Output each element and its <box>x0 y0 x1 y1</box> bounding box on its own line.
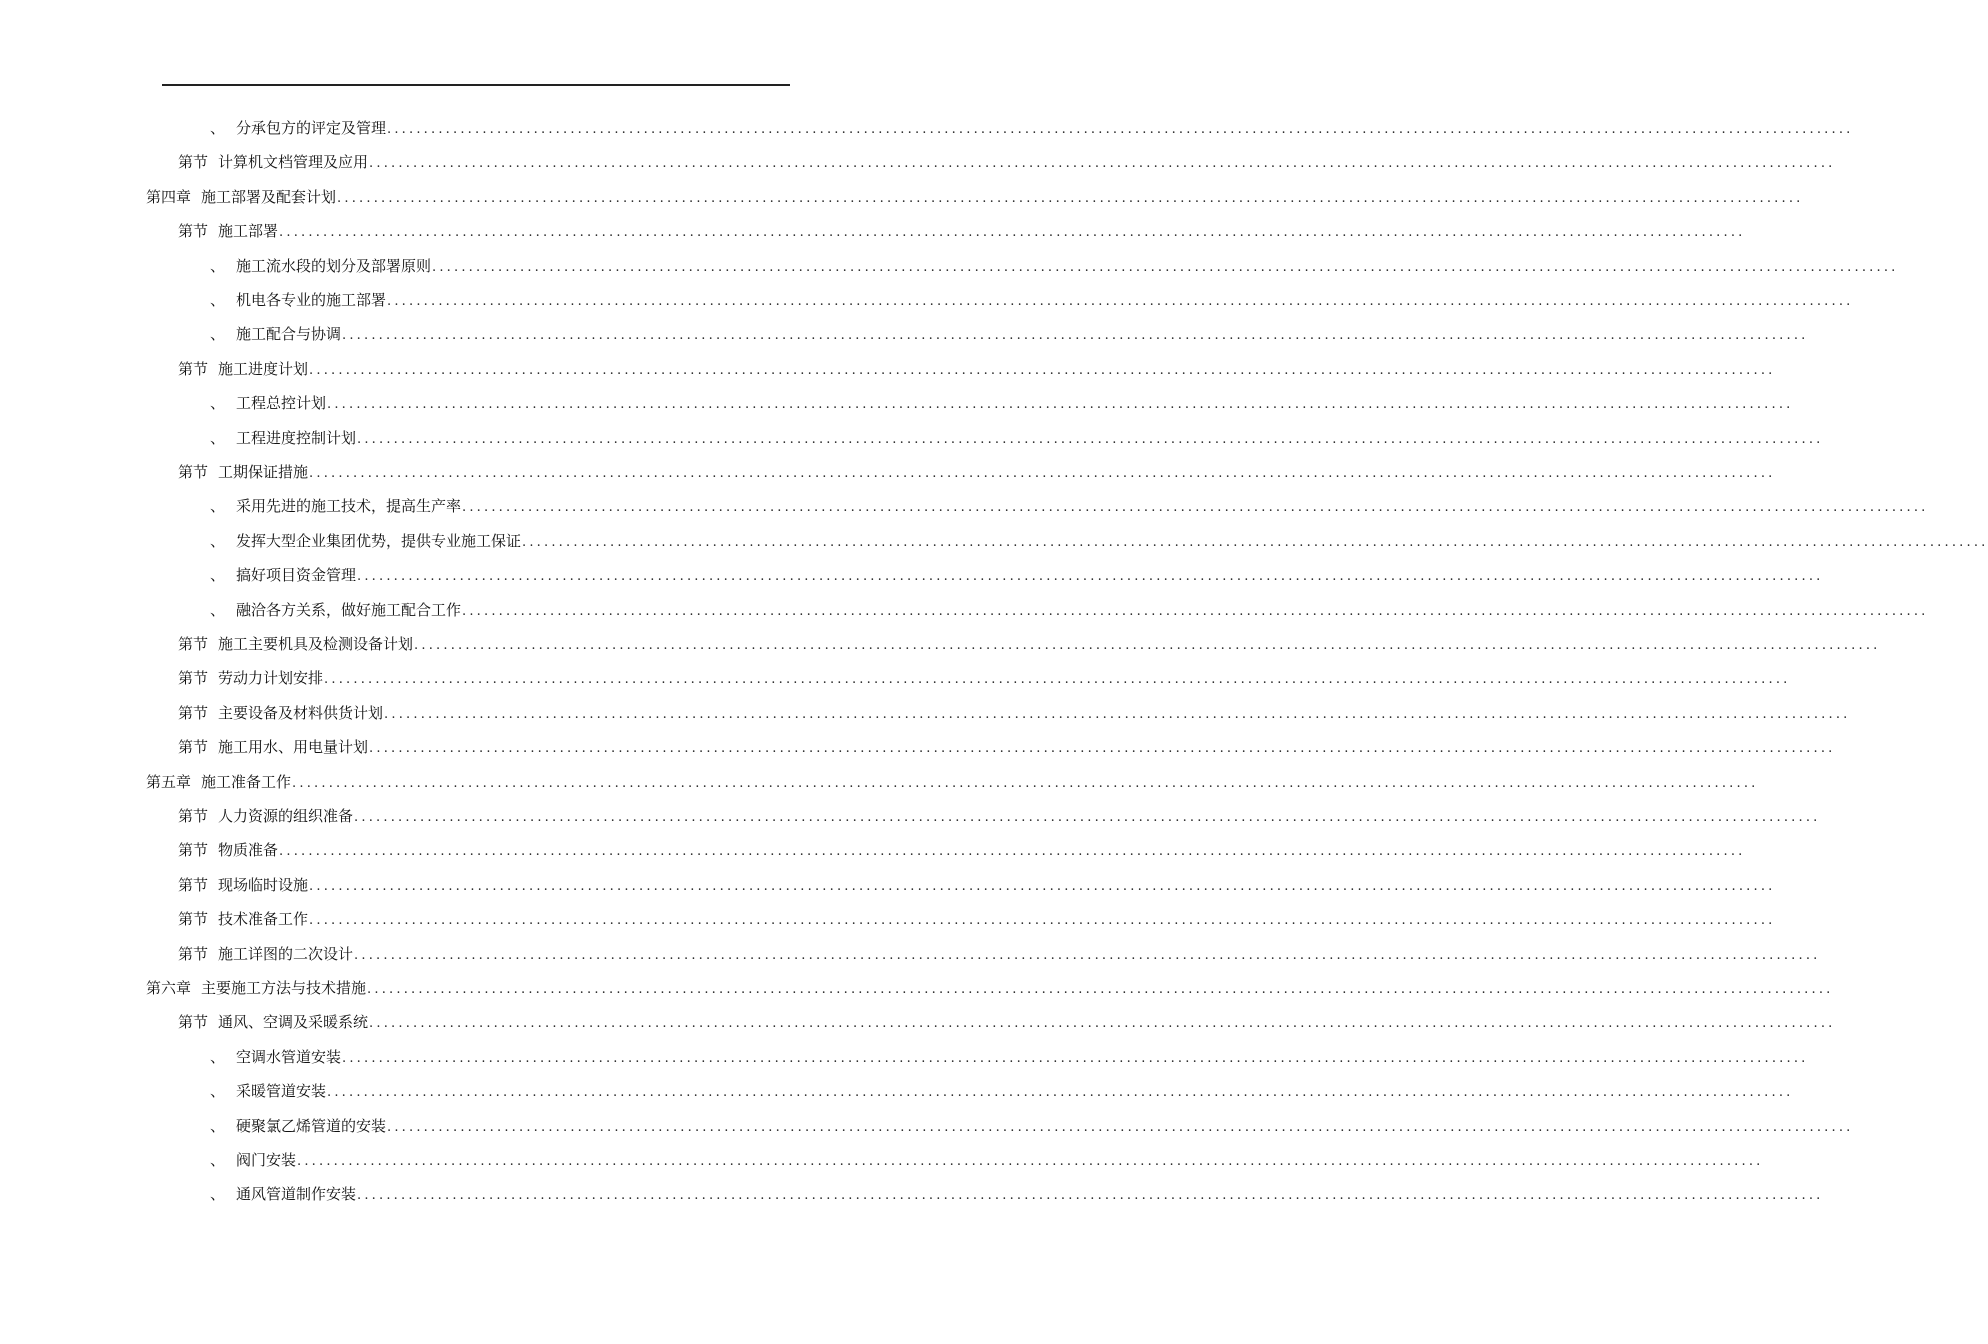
toc-entry-number: 第节 <box>178 910 209 928</box>
toc-section-entry[interactable] <box>178 701 1851 725</box>
toc-entry-title: 主要施工方法与技术措施 <box>201 979 367 997</box>
toc-section-entry[interactable] <box>178 150 1836 174</box>
toc-entry-title: 劳动力计划安排 <box>218 669 324 687</box>
toc-dot-leader: ........................................................................................................................................................................................................ <box>462 604 1929 619</box>
toc-entry-number: 第五章 <box>146 773 192 791</box>
toc-chapter-entry[interactable] <box>146 770 1759 794</box>
toc-entry-title: 工期保证措施 <box>218 463 309 481</box>
toc-dot-leader: ........................................................................................................................................................................................................ <box>367 982 1834 997</box>
toc-entry-number: 第节 <box>178 876 209 894</box>
toc-section-entry[interactable] <box>178 735 1836 759</box>
toc-dot-leader: ........................................................................................................................................................................................................ <box>384 707 1851 722</box>
toc-entry-title: 硬聚氯乙烯管道的安装 <box>236 1117 387 1135</box>
toc-entry-title: 机电各专业的施工部署 <box>236 291 387 309</box>
toc-entry-number: 第节 <box>178 738 209 756</box>
toc-entry-title: 采用先进的施工技术，提高生产率 <box>236 497 462 515</box>
toc-entry-title: 工程总控计划 <box>236 394 327 412</box>
toc-section-entry[interactable] <box>178 942 1821 966</box>
toc-dot-leader: ........................................................................................................................................................................................................ <box>337 191 1804 206</box>
toc-entry-title: 施工进度计划 <box>218 360 309 378</box>
toc-dot-leader: ........................................................................................................................................................................................................ <box>357 1188 1824 1203</box>
toc-dot-leader: ........................................................................................................................................................................................................ <box>462 500 1929 515</box>
toc-entry-number: 第节 <box>178 635 209 653</box>
toc-subsection-entry[interactable] <box>210 254 1899 278</box>
toc-entry-title: 施工配合与协调 <box>236 325 342 343</box>
toc-subsection-entry[interactable] <box>210 1148 1764 1172</box>
toc-dot-leader: ........................................................................................................................................................................................................ <box>369 1016 1836 1031</box>
toc-entry-title: 施工准备工作 <box>201 773 292 791</box>
toc-section-entry[interactable] <box>178 219 1746 243</box>
toc-entry-title: 融洽各方关系，做好施工配合工作 <box>236 601 462 619</box>
toc-entry-number: 、 <box>210 257 226 275</box>
toc-subsection-entry[interactable] <box>210 391 1794 415</box>
toc-section-entry[interactable] <box>178 804 1821 828</box>
toc-subsection-entry[interactable] <box>210 1079 1794 1103</box>
toc-entry-number: 第节 <box>178 222 209 240</box>
toc-subsection-entry[interactable] <box>210 1114 1854 1138</box>
toc-dot-leader: ........................................................................................................................................................................................................ <box>279 844 1746 859</box>
toc-entry-number: 第节 <box>178 153 209 171</box>
toc-subsection-entry[interactable] <box>210 563 1824 587</box>
toc-chapter-entry[interactable] <box>146 976 1834 1000</box>
toc-entry-number: 第节 <box>178 807 209 825</box>
toc-entry-title: 施工部署 <box>218 222 279 240</box>
toc-entry-title: 发挥大型企业集团优势，提供专业施工保证 <box>236 532 522 550</box>
toc-subsection-entry[interactable] <box>210 116 1854 140</box>
toc-section-entry[interactable] <box>178 907 1776 931</box>
toc-dot-leader: ........................................................................................................................................................................................................ <box>522 535 1988 550</box>
toc-entry-number: 第节 <box>178 669 209 687</box>
toc-entry-title: 采暖管道安装 <box>236 1082 327 1100</box>
toc-dot-leader: ........................................................................................................................................................................................................ <box>387 122 1854 137</box>
toc-dot-leader: ........................................................................................................................................................................................................ <box>354 948 1821 963</box>
toc-entry-title: 施工流水段的划分及部署原则 <box>236 257 432 275</box>
toc-entry-title: 施工详图的二次设计 <box>218 945 354 963</box>
toc-entry-title: 人力资源的组织准备 <box>218 807 354 825</box>
toc-section-entry[interactable] <box>178 666 1791 690</box>
toc-dot-leader: ........................................................................................................................................................................................................ <box>387 1120 1854 1135</box>
toc-entry-number: 、 <box>210 429 226 447</box>
toc-subsection-entry[interactable] <box>210 494 1929 518</box>
toc-entry-number: 第节 <box>178 841 209 859</box>
header-rule <box>162 84 790 86</box>
toc-subsection-entry[interactable] <box>210 529 1988 553</box>
toc-dot-leader: ........................................................................................................................................................................................................ <box>369 156 1836 171</box>
toc-entry-number: 、 <box>210 291 226 309</box>
toc-entry-number: 第节 <box>178 704 209 722</box>
toc-entry-title: 通风、空调及采暖系统 <box>218 1013 369 1031</box>
toc-dot-leader: ........................................................................................................................................................................................................ <box>342 328 1809 343</box>
toc-dot-leader: ........................................................................................................................................................................................................ <box>354 810 1821 825</box>
toc-entry-number: 、 <box>210 1082 226 1100</box>
toc-entry-title: 阀门安装 <box>236 1151 297 1169</box>
toc-dot-leader: ........................................................................................................................................................................................................ <box>309 466 1776 481</box>
toc-entry-title: 施工部署及配套计划 <box>201 188 337 206</box>
toc-entry-number: 、 <box>210 394 226 412</box>
toc-dot-leader: ........................................................................................................................................................................................................ <box>309 913 1776 928</box>
toc-entry-number: 第节 <box>178 463 209 481</box>
toc-entry-title: 空调水管道安装 <box>236 1048 342 1066</box>
toc-section-entry[interactable] <box>178 632 1881 656</box>
toc-section-entry[interactable] <box>178 357 1776 381</box>
toc-entry-number: 、 <box>210 566 226 584</box>
toc-entry-number: 、 <box>210 1048 226 1066</box>
toc-entry-number: 、 <box>210 601 226 619</box>
toc-subsection-entry[interactable] <box>210 1182 1824 1206</box>
toc-dot-leader: ........................................................................................................................................................................................................ <box>327 1085 1794 1100</box>
toc-dot-leader: ........................................................................................................................................................................................................ <box>327 397 1794 412</box>
toc-dot-leader: ........................................................................................................................................................................................................ <box>357 432 1824 447</box>
toc-section-entry[interactable] <box>178 838 1746 862</box>
toc-entry-title: 物质准备 <box>218 841 279 859</box>
toc-dot-leader: ........................................................................................................................................................................................................ <box>369 741 1836 756</box>
toc-entry-title: 搞好项目资金管理 <box>236 566 357 584</box>
toc-entry-title: 施工主要机具及检测设备计划 <box>218 635 414 653</box>
toc-chapter-entry[interactable] <box>146 185 1804 209</box>
toc-entry-number: 、 <box>210 119 226 137</box>
toc-entry-title: 现场临时设施 <box>218 876 309 894</box>
toc-entry-number: 第节 <box>178 1013 209 1031</box>
toc-entry-number: 第节 <box>178 360 209 378</box>
toc-dot-leader: ........................................................................................................................................................................................................ <box>324 672 1791 687</box>
toc-subsection-entry[interactable] <box>210 1045 1809 1069</box>
toc-entry-title: 分承包方的评定及管理 <box>236 119 387 137</box>
toc-section-entry[interactable] <box>178 1010 1836 1034</box>
toc-dot-leader: ........................................................................................................................................................................................................ <box>387 294 1854 309</box>
toc-entry-number: 、 <box>210 1185 226 1203</box>
toc-dot-leader: ........................................................................................................................................................................................................ <box>432 260 1899 275</box>
toc-subsection-entry[interactable] <box>210 322 1809 346</box>
toc-dot-leader: ........................................................................................................................................................................................................ <box>309 879 1776 894</box>
toc-entry-number: 第六章 <box>146 979 192 997</box>
toc-entry-number: 、 <box>210 325 226 343</box>
toc-entry-number: 、 <box>210 532 226 550</box>
toc-dot-leader: ........................................................................................................................................................................................................ <box>297 1154 1764 1169</box>
toc-subsection-entry[interactable] <box>210 598 1929 622</box>
toc-entry-number: 、 <box>210 1117 226 1135</box>
toc-entry-title: 工程进度控制计划 <box>236 429 357 447</box>
toc-section-entry[interactable] <box>178 873 1776 897</box>
toc-entry-number: 、 <box>210 1151 226 1169</box>
toc-entry-number: 第节 <box>178 945 209 963</box>
toc-entry-title: 施工用水、用电量计划 <box>218 738 369 756</box>
toc-subsection-entry[interactable] <box>210 288 1854 312</box>
toc-dot-leader: ........................................................................................................................................................................................................ <box>292 776 1759 791</box>
toc-entry-number: 、 <box>210 497 226 515</box>
toc-entry-title: 主要设备及材料供货计划 <box>218 704 384 722</box>
toc-dot-leader: ........................................................................................................................................................................................................ <box>342 1051 1809 1066</box>
toc-section-entry[interactable] <box>178 460 1776 484</box>
toc-dot-leader: ........................................................................................................................................................................................................ <box>414 638 1881 653</box>
toc-entry-number: 第四章 <box>146 188 192 206</box>
toc-dot-leader: ........................................................................................................................................................................................................ <box>279 225 1746 240</box>
toc-entry-title: 技术准备工作 <box>218 910 309 928</box>
toc-entry-title: 通风管道制作安装 <box>236 1185 357 1203</box>
toc-entry-title: 计算机文档管理及应用 <box>218 153 369 171</box>
toc-dot-leader: ........................................................................................................................................................................................................ <box>309 363 1776 378</box>
toc-subsection-entry[interactable] <box>210 426 1824 450</box>
toc-dot-leader: ........................................................................................................................................................................................................ <box>357 569 1824 584</box>
